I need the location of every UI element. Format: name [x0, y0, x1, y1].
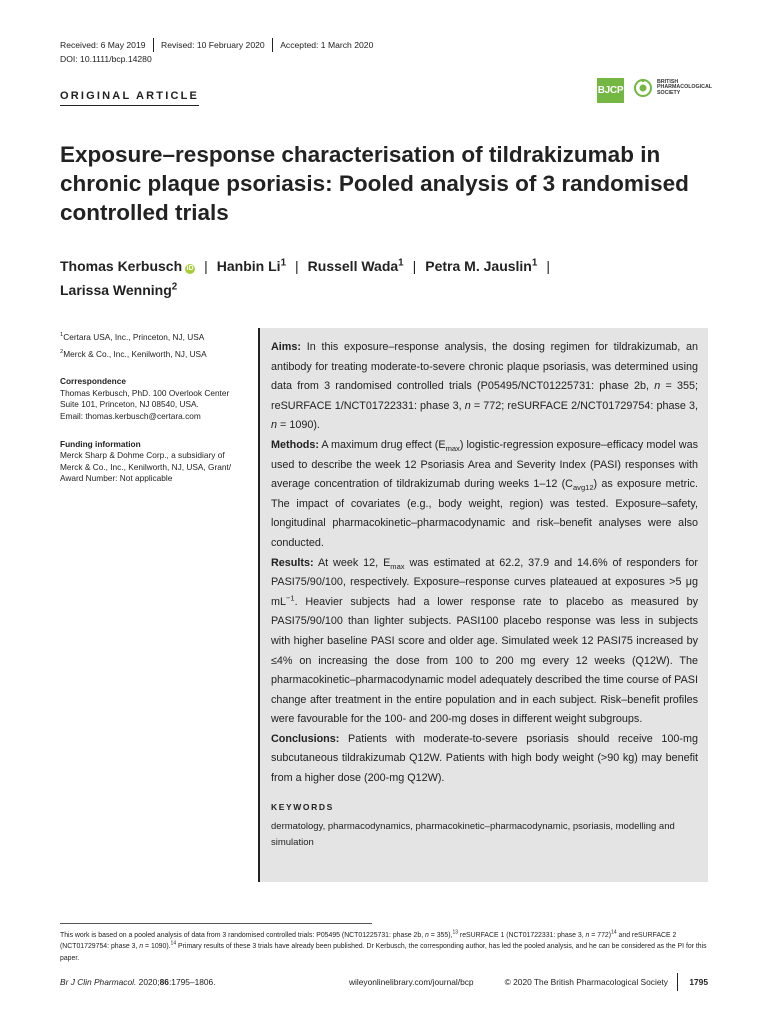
date-separator	[153, 38, 155, 52]
author-affiliation-sup: 1	[531, 257, 538, 269]
bps-logo-icon	[633, 78, 653, 98]
funding-line: Merck & Co., Inc., Kenilworth, NJ, USA, Grant/	[60, 461, 232, 472]
bjcp-logo[interactable]: BJCP	[597, 78, 624, 103]
affiliation	[60, 349, 250, 361]
funding-heading: Funding information	[60, 438, 141, 449]
methods-label: Methods:	[271, 438, 319, 451]
footnote-rule	[60, 923, 372, 924]
author[interactable]	[425, 258, 537, 274]
article-dates	[60, 38, 373, 52]
page-number: 1795	[689, 977, 708, 987]
abstract-conclusions	[271, 730, 698, 789]
conclusions-label: Conclusions:	[271, 732, 340, 745]
journal-citation: Br J Clin Pharmacol. 2020;86:1795–1806.	[60, 977, 216, 987]
date-separator	[272, 38, 274, 52]
correspondence-heading: Correspondence	[60, 376, 126, 387]
correspondence-email[interactable]: Email: thomas.kerbusch@certara.com	[60, 410, 201, 421]
affiliation	[60, 332, 250, 344]
aims-label: Aims:	[271, 341, 301, 353]
correspondence-line: Thomas Kerbusch, PhD. 100 Overlook Center	[60, 387, 230, 398]
funding-line: Award Number: Not applicable	[60, 473, 173, 484]
affiliation-text: Certara USA, Inc., Princeton, NJ, USA	[63, 332, 205, 342]
copyright: © 2020 The British Pharmacological Society	[504, 977, 668, 987]
conclusions-text: Patients with moderate-to-severe psoriasis should receive 100-mg subcutaneous tildrakizumab Q12W. Patients with high body weight (>90 kg) may benefit from a higher dose (200-mg Q12W).	[271, 732, 698, 785]
abstract-box	[258, 328, 708, 882]
author[interactable]	[217, 258, 286, 274]
article-title: Exposure–response characterisation of tildrakizumab in chronic plaque psoriasis: Pooled analysis of 3 randomised controlled trials	[60, 142, 689, 225]
affiliation-sup: 2	[60, 348, 64, 355]
author-name: Russell Wada	[307, 258, 399, 274]
received-date: Received: 6 May 2019	[60, 40, 146, 50]
journal-url[interactable]: wileyonlinelibrary.com/journal/bcp	[349, 977, 474, 987]
author-separator: |	[546, 258, 550, 274]
revised-date: Revised: 10 February 2020	[161, 40, 265, 50]
bps-logo-line: BRITISH	[657, 78, 679, 85]
keywords-text: dermatology, pharmacodynamics, pharmacokinetic–pharmacodynamic, psoriasis, modelling and simulation	[271, 820, 675, 848]
author-affiliation-sup: 1	[398, 257, 404, 269]
orcid-icon[interactable]: iD	[186, 265, 194, 272]
article-type-label: ORIGINAL ARTICLE	[60, 90, 199, 106]
accepted-date: Accepted: 1 March 2020	[280, 40, 374, 50]
keywords-heading: KEYWORDS	[271, 801, 334, 812]
affiliation-sup: 1	[60, 332, 64, 339]
author-separator: |	[412, 258, 417, 274]
author-name: Hanbin Li	[216, 258, 281, 274]
results-label: Results:	[271, 556, 314, 569]
doi[interactable]: DOI: 10.1111/bcp.14280	[60, 54, 152, 64]
footer-separator	[677, 973, 679, 991]
abstract-aims	[271, 338, 698, 436]
author-name: Larissa Wenning	[60, 282, 172, 298]
author-list	[60, 254, 700, 302]
author-separator: |	[295, 258, 299, 274]
results-text: At week 12, $E_{max}$ was estimated at 62.2, 37.9 and 14.6% of responders for PASI75/90/100, respectively. Exposure–response curves plateaued at exposures >5 μg $mL^{-1}$. Heavier subjects had a lower response rate to placebo as measured by PASI75/90/100 than lighter subjects. PASI100 placebo response was less in subjects with higher baseline PASI score and older age. Simulated week 12 PASI75 increased by ≤4% on increasing the dose from 100 to 200 mg every 12 weeks (Q12W). The pharmacokinetic–pharmacodynamic model adequately described the time course of PASI change after treatment in the entire population and in each subject. Risk–benefit profiles were favourable for the 100- and 200-mg doses in different weight subgroups.	[271, 556, 698, 726]
bps-logo[interactable]	[633, 78, 712, 98]
funding-line: Merck Sharp & Dohme Corp., a subsidiary of	[60, 450, 225, 461]
author[interactable]	[308, 258, 404, 274]
aims-text: In this exposure–response analysis, the dosing regimen for tildrakizumab, an antibody for treating moderate-to-severe chronic plaque psoriasis, was determined using data from 3 randomised controlled trials (P05495/NCT01225731: phase 2b, n = 355; reSURFACE 1/NCT01722331: phase 3, n = 772; reSURFACE 2/NCT01729754: phase 3, n = 1090).	[271, 341, 699, 432]
page-footer	[60, 973, 708, 993]
author[interactable]	[60, 258, 195, 274]
article-info-column	[60, 332, 250, 485]
bps-logo-text	[657, 80, 712, 97]
methods-text: A maximum drug effect $(E_{max})$ logistic-regression exposure–efficacy model was used to describe the week 12 Psoriasis Area and Severity Index (PASI) responses with average concentration of tildrakizumab during weeks 1–12 $(C_{avg12})$ as exposure metric. The impact of covariates (e.g., body weight, region) was tested. Exposure–safety, longitudinal pharmacokinetic–pharmacodynamic and risk–benefit analyses were also conducted.	[271, 438, 698, 549]
bps-logo-line: PHARMACOLOGICAL	[657, 84, 713, 91]
author-affiliation-sup: 2	[171, 281, 178, 293]
footnote: This work is based on a pooled analysis of data from 3 randomised controlled trials: P05495 (NCT01225731: phase 2b, n = 355),$^{13}$ reSURFACE 1 (NCT01722331: phase 3, n = 772)$^{14}$ and reSURFACE 2 (NCT01729754: phase 3, n = 1090).$^{14}$ Primary results of these 3 trials have already been published. Dr Kerbusch, the corresponding author, has led the pooled analysis, and he can be considered as the PI for this paper.	[60, 929, 707, 962]
affiliation-text: Merck & Co., Inc., Kenilworth, NJ, USA	[63, 348, 207, 359]
author-separator: |	[204, 258, 208, 274]
abstract-results	[271, 554, 698, 730]
abstract-methods	[271, 436, 698, 554]
author-name: Petra M. Jauslin	[425, 258, 532, 274]
author-name: Thomas Kerbusch	[60, 258, 183, 274]
bps-logo-line: SOCIETY	[657, 89, 681, 96]
correspondence-line: Suite 101, Princeton, NJ 08540, USA.	[60, 399, 199, 410]
author[interactable]	[60, 282, 177, 298]
author-affiliation-sup: 1	[280, 257, 287, 269]
